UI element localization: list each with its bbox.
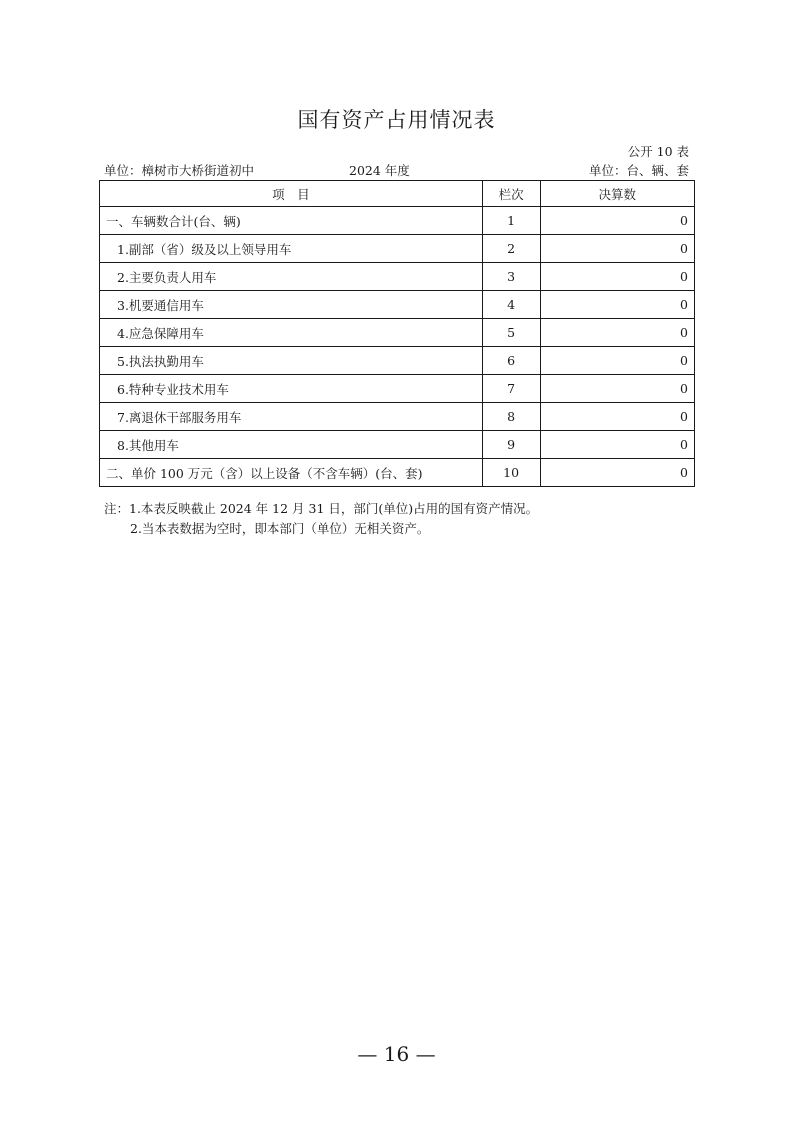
row-value: 0 bbox=[540, 319, 694, 347]
header-final-amount: 决算数 bbox=[540, 181, 694, 207]
row-item: 4.应急保障用车 bbox=[100, 319, 483, 347]
note-line: 2.当本表数据为空时，即本部门（单位）无相关资产。 bbox=[130, 521, 430, 536]
table-number: 公开 10 表 bbox=[627, 144, 689, 159]
table-header-row bbox=[100, 181, 695, 207]
row-item: 1.副部（省）级及以上领导用车 bbox=[100, 235, 483, 263]
reporting-unit: 单位：樟树市大桥街道初中 bbox=[104, 163, 255, 178]
row-value: 0 bbox=[540, 291, 694, 319]
table-row bbox=[100, 459, 695, 487]
meta-row bbox=[104, 161, 689, 179]
row-item: 2.主要负责人用车 bbox=[100, 263, 483, 291]
row-line-no: 9 bbox=[482, 431, 540, 459]
row-value: 0 bbox=[540, 403, 694, 431]
table-row bbox=[100, 263, 695, 291]
row-item: 8.其他用车 bbox=[100, 431, 483, 459]
table-row bbox=[100, 375, 695, 403]
row-line-no: 10 bbox=[482, 459, 540, 487]
row-item: 7.离退休干部服务用车 bbox=[100, 403, 483, 431]
row-value: 0 bbox=[540, 263, 694, 291]
row-line-no: 5 bbox=[482, 319, 540, 347]
measure-unit: 单位：台、辆、套 bbox=[588, 163, 689, 178]
row-item: 5.执法执勤用车 bbox=[100, 347, 483, 375]
row-value: 0 bbox=[540, 235, 694, 263]
table-row bbox=[100, 207, 695, 235]
row-value: 0 bbox=[540, 347, 694, 375]
asset-table bbox=[99, 180, 695, 487]
row-item: 6.特种专业技术用车 bbox=[100, 375, 483, 403]
page-number: — 16 — bbox=[357, 1042, 436, 1066]
row-line-no: 8 bbox=[482, 403, 540, 431]
row-item: 3.机要通信用车 bbox=[100, 291, 483, 319]
row-item: 一、车辆数合计(台、辆) bbox=[100, 207, 483, 235]
row-line-no: 2 bbox=[482, 235, 540, 263]
row-value: 0 bbox=[540, 459, 694, 487]
page-title: 国有资产占用情况表 bbox=[297, 108, 496, 132]
row-line-no: 3 bbox=[482, 263, 540, 291]
row-value: 0 bbox=[540, 207, 694, 235]
table-row bbox=[100, 319, 695, 347]
table-row bbox=[100, 235, 695, 263]
table-row bbox=[100, 431, 695, 459]
fiscal-year: 2024 年度 bbox=[349, 163, 410, 178]
row-line-no: 7 bbox=[482, 375, 540, 403]
table-notes bbox=[104, 499, 538, 539]
header-line-no: 栏次 bbox=[482, 181, 540, 207]
row-value: 0 bbox=[540, 375, 694, 403]
row-line-no: 4 bbox=[482, 291, 540, 319]
row-item: 二、单价 100 万元（含）以上设备（不含车辆）(台、套) bbox=[100, 459, 483, 487]
table-row bbox=[100, 347, 695, 375]
row-value: 0 bbox=[540, 431, 694, 459]
row-line-no: 6 bbox=[482, 347, 540, 375]
note-line: 注：1.本表反映截止 2024 年 12 月 31 日，部门(单位)占用的国有资产情况。 bbox=[104, 501, 539, 516]
table-row bbox=[100, 403, 695, 431]
table-row bbox=[100, 291, 695, 319]
row-line-no: 1 bbox=[482, 207, 540, 235]
header-item: 项 目 bbox=[100, 181, 483, 207]
